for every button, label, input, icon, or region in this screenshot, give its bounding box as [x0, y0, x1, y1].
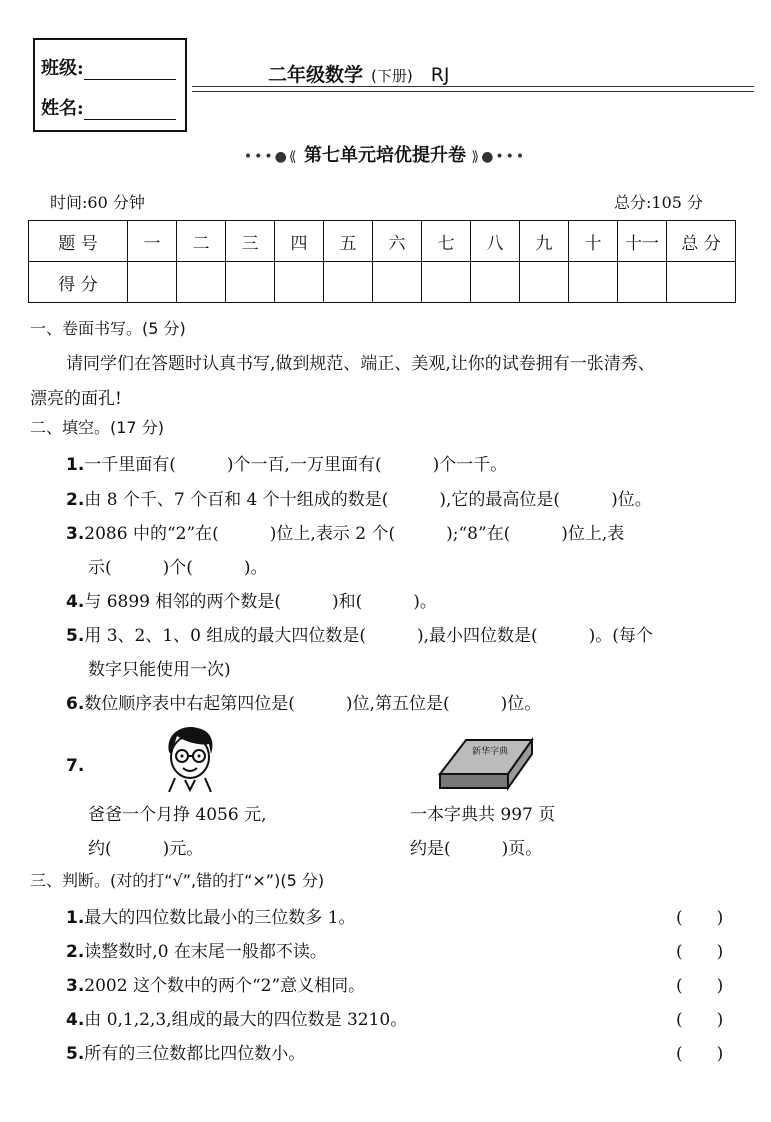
judge-item-1 [66, 903, 356, 928]
subject-title: 二年级数学 [268, 64, 364, 86]
left-ornament-icon: •••●⟪ [243, 149, 299, 165]
page-title [268, 60, 450, 87]
judge-item-2 [66, 937, 327, 962]
name-blank[interactable] [84, 101, 176, 120]
question-3 [66, 519, 624, 544]
class-blank[interactable] [84, 61, 176, 80]
question-text: 与 6899 相邻的两个数是( )和( )。 [84, 592, 437, 612]
question-number: 2. [66, 942, 85, 962]
question-number: 5. [66, 1044, 85, 1064]
section-heading-1: 一、卷面书写。(5 分) [30, 319, 186, 338]
score-cell[interactable] [128, 262, 177, 303]
score-cell[interactable] [177, 262, 226, 303]
dictionary-icon [436, 730, 536, 796]
question-text: 所有的三位数都比四位数小。 [84, 1044, 306, 1064]
name-field [41, 94, 176, 120]
question-number: 2. [66, 490, 85, 510]
question-number: 4. [66, 592, 85, 612]
section1-text-line1: 请同学们在答题时认真书写,做到规范、端正、美观,让你的试卷拥有一张清秀、 [66, 354, 655, 374]
answer-paren[interactable]: ( ) [676, 908, 724, 928]
table-cell: 得 分 [29, 262, 128, 303]
question-1 [66, 450, 507, 475]
question-2 [66, 485, 652, 510]
edition-label: RJ [430, 64, 450, 86]
name-label: 姓名: [41, 98, 84, 119]
question-number: 3. [66, 976, 85, 996]
book-label: 新华字典 [472, 747, 509, 757]
table-cell: 十一 [618, 221, 667, 262]
score-table [28, 220, 736, 303]
table-cell: 题 号 [29, 221, 128, 262]
table-cell: 七 [422, 221, 471, 262]
right-ornament-icon: ⟫●••• [471, 149, 527, 165]
time-limit: 时间:60 分钟 [50, 193, 145, 212]
total-score: 总分:105 分 [614, 193, 704, 212]
q7-right-line2: 约是( )页。 [410, 839, 543, 859]
question-7-number: 7. [66, 756, 85, 776]
question-text: 读整数时,0 在末尾一般都不读。 [84, 942, 327, 962]
question-number: 5. [66, 626, 85, 646]
question-text: 2086 中的“2”在( )位上,表示 2 个( );“8”在( )位上,表 [84, 524, 625, 544]
table-cell: 五 [324, 221, 373, 262]
score-cell[interactable] [569, 262, 618, 303]
judge-item-4 [66, 1005, 407, 1030]
table-cell: 八 [471, 221, 520, 262]
header-rule [192, 86, 754, 87]
score-cell[interactable] [373, 262, 422, 303]
question-text: 数位顺序表中右起第四位是( )位,第五位是( )位。 [84, 694, 542, 714]
question-number: 3. [66, 524, 85, 544]
section1-text-line2: 漂亮的面孔! [30, 389, 122, 409]
question-number: 1. [66, 455, 85, 475]
class-label: 班级: [41, 58, 84, 79]
unit-title-banner [230, 140, 540, 172]
question-number: 1. [66, 908, 85, 928]
table-row [29, 221, 736, 262]
table-cell: 二 [177, 221, 226, 262]
answer-paren[interactable]: ( ) [676, 976, 724, 996]
question-text: 由 0,1,2,3,组成的最大的四位数是 3210。 [84, 1010, 408, 1030]
question-text: 2002 这个数中的两个“2”意义相同。 [84, 976, 366, 996]
answer-paren[interactable]: ( ) [676, 942, 724, 962]
judge-item-5 [66, 1039, 305, 1064]
score-cell[interactable] [520, 262, 569, 303]
question-text: 最大的四位数比最小的三位数多 1。 [84, 908, 356, 928]
father-icon [155, 722, 225, 792]
table-cell: 总 分 [667, 221, 736, 262]
answer-paren[interactable]: ( ) [676, 1010, 724, 1030]
question-text: 由 8 个千、7 个百和 4 个十组成的数是( ),它的最高位是( )位。 [84, 490, 652, 510]
table-cell: 四 [275, 221, 324, 262]
score-cell[interactable] [618, 262, 667, 303]
score-cell[interactable] [275, 262, 324, 303]
question-text: 用 3、2、1、0 组成的最大四位数是( ),最小四位数是( )。(每个 [84, 626, 653, 646]
q7-left-line2: 约( )元。 [88, 839, 204, 859]
score-cell[interactable] [667, 262, 736, 303]
table-cell: 一 [128, 221, 177, 262]
judge-item-3 [66, 971, 365, 996]
table-cell: 六 [373, 221, 422, 262]
question-5-cont: 数字只能使用一次) [88, 660, 231, 680]
score-cell[interactable] [422, 262, 471, 303]
student-info-box [33, 38, 187, 132]
score-cell[interactable] [471, 262, 520, 303]
section-heading-2: 二、填空。(17 分) [30, 418, 164, 437]
table-row [29, 262, 736, 303]
question-number: 4. [66, 1010, 85, 1030]
section-heading-3: 三、判断。(对的打“√”,错的打“×”)(5 分) [30, 871, 325, 890]
unit-title: 第七单元培优提升卷 [304, 145, 466, 166]
answer-paren[interactable]: ( ) [676, 1044, 724, 1064]
class-field [41, 54, 176, 80]
table-cell: 十 [569, 221, 618, 262]
question-3-cont: 示( )个( )。 [88, 558, 268, 578]
volume-label: (下册) [371, 67, 413, 85]
question-4 [66, 587, 437, 612]
q7-right-line1: 一本字典共 997 页 [410, 805, 556, 825]
question-number: 6. [66, 694, 85, 714]
q7-left-line1: 爸爸一个月挣 4056 元, [88, 805, 267, 825]
question-5 [66, 621, 653, 646]
question-6 [66, 689, 541, 714]
header-rule-thin [192, 91, 754, 92]
table-cell: 九 [520, 221, 569, 262]
score-cell[interactable] [324, 262, 373, 303]
score-cell[interactable] [226, 262, 275, 303]
table-cell: 三 [226, 221, 275, 262]
question-text: 一千里面有( )个一百,一万里面有( )个一千。 [84, 455, 508, 475]
